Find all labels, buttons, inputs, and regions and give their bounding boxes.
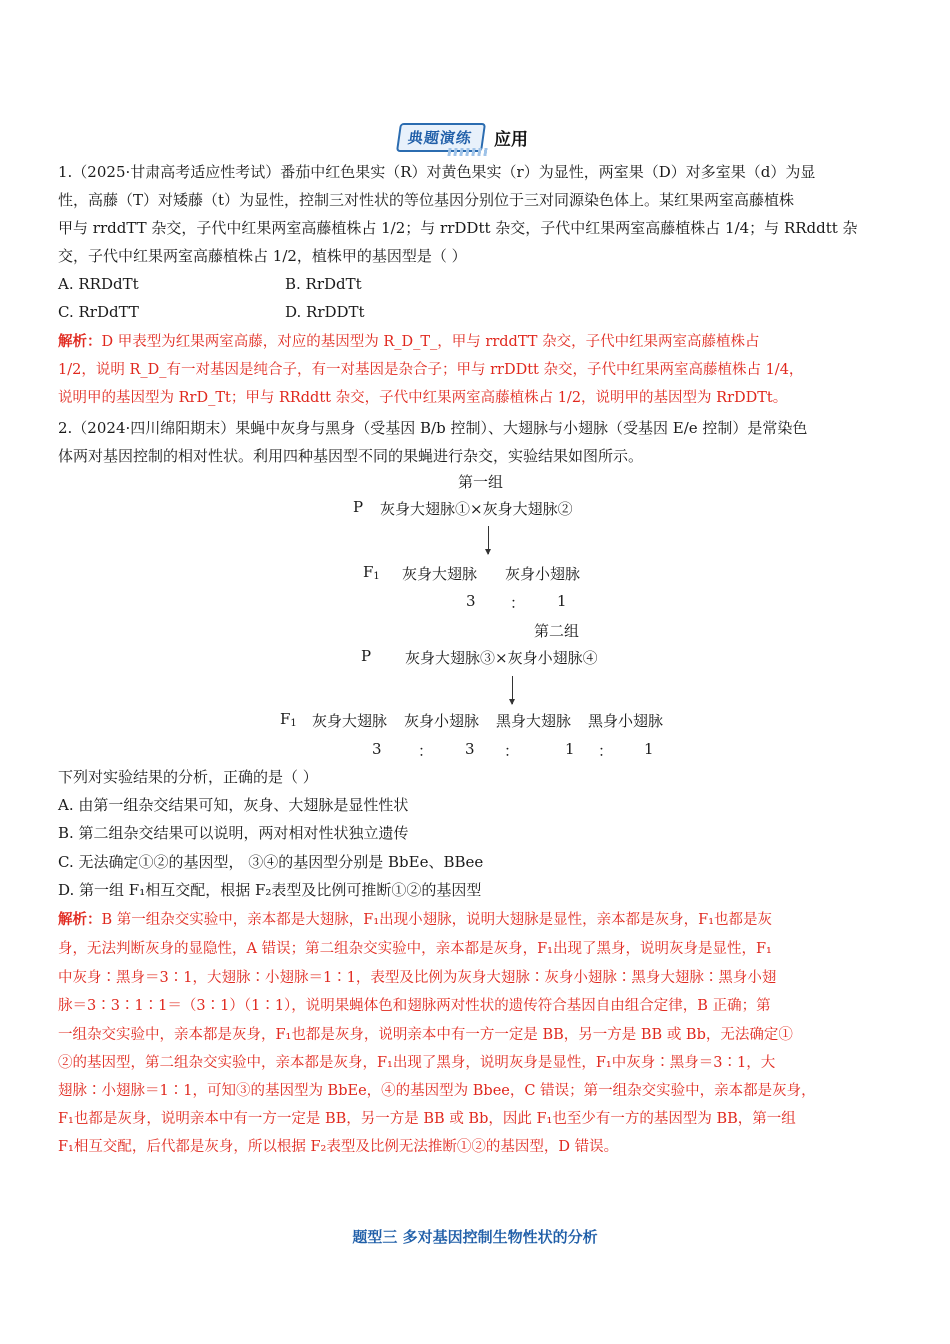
group2-ratio-3: 1 bbox=[565, 740, 575, 758]
q1-option-d: D. RrDDTt bbox=[285, 303, 365, 321]
group1-title: 第一组 bbox=[458, 473, 504, 491]
group2-phenotype-1: 灰身大翅脉 bbox=[312, 712, 388, 730]
group2-title: 第二组 bbox=[534, 622, 580, 640]
group1-f1-letter: F bbox=[363, 563, 374, 581]
q1-option-b: B. RrDdTt bbox=[285, 275, 362, 293]
group1-ratio-2: 1 bbox=[557, 592, 567, 610]
group2-f1-subscript: 1 bbox=[290, 718, 297, 729]
banner-badge-text: 典题演练 bbox=[406, 128, 474, 147]
q2-analysis-line-9: F₁相互交配，后代都是灰身，所以根据 F₂表型及比例无法推断①②的基因型，D 错误。 bbox=[58, 1139, 619, 1155]
q2-analysis-line-8: F₁也都是灰身，说明亲本中有一方一定是 BB，另一方是 BB 或 Bb，因此 F₁也至少有一方的基因型为 BB，第一组 bbox=[58, 1111, 796, 1127]
section-banner bbox=[398, 122, 528, 152]
group1-phenotype-1: 灰身大翅脉 bbox=[402, 565, 478, 583]
group1-ratio-sep: ： bbox=[510, 594, 526, 612]
group1-f1-label bbox=[363, 563, 380, 582]
q2-analysis-label: 解析： bbox=[58, 911, 102, 928]
q2-option-a: A. 由第一组杂交结果可知，灰身、大翅脉是显性性状 bbox=[58, 796, 409, 814]
group2-ratio-1: 3 bbox=[372, 740, 382, 758]
q2-analysis-line-5: 一组杂交实验中，亲本都是灰身，F₁也都是灰身，说明亲本中有一方一定是 BB，另一方是 BB 或 Bb，无法确定① bbox=[58, 1027, 793, 1043]
q1-analysis-line-1 bbox=[58, 328, 760, 356]
q2-option-c: C. 无法确定①②的基因型， ③④的基因型分别是 BbEe、BBee bbox=[58, 853, 484, 871]
group2-phenotype-3: 黑身大翅脉 bbox=[496, 712, 572, 730]
q2-analysis-line-1 bbox=[58, 906, 772, 934]
banner-suffix: 应用 bbox=[494, 129, 529, 150]
q2-line-1: 2.（2024·四川绵阳期末）果蝇中灰身与黑身（受基因 B/b 控制）、大翅脉与小翅脉（受基因 E/e 控制）是常染色 bbox=[58, 419, 808, 437]
q2-analysis-line-2: 身，无法判断灰身的显隐性，A 错误；第二组杂交实验中，亲本都是灰身，F₁出现了黑身，说明灰身是显性，F₁ bbox=[58, 941, 772, 957]
q1-option-a: A. RRDdTt bbox=[58, 275, 139, 293]
q1-line-2: 性，高藤（T）对矮藤（t）为显性，控制三对性状的等位基因分别位于三对同源染色体上。某红果两室高藤植株 bbox=[58, 191, 795, 209]
group2-ratio-sep-3: ： bbox=[598, 742, 614, 760]
group2-phenotype-2: 灰身小翅脉 bbox=[404, 712, 480, 730]
q2-analysis-line-6: ②的基因型，第二组杂交实验中，亲本都是灰身，F₁出现了黑身，说明灰身是显性，F₁中灰身∶黑身＝3∶1，大 bbox=[58, 1055, 776, 1071]
group2-f1-label bbox=[280, 710, 297, 729]
q1-line-3: 甲与 rrddTT 杂交，子代中红果两室高藤植株占 1/2；与 rrDDtt 杂交，子代中红果两室高藤植株占 1/4；与 RRddtt 杂 bbox=[58, 219, 858, 237]
q1-line-1: 1.（2025·甘肃高考适应性考试）番茄中红色果实（R）对黄色果实（r）为显性，两室果（D）对多室果（d）为显 bbox=[58, 163, 816, 181]
group1-p-label: P bbox=[353, 498, 364, 516]
q1-analysis-text-1: D 甲表型为红果两室高藤，对应的基因型为 R_D_T_，甲与 rrddTT 杂交，子代中红果两室高藤植株占 bbox=[101, 334, 760, 350]
group2-arrow bbox=[512, 676, 513, 704]
group2-phenotype-4: 黑身小翅脉 bbox=[588, 712, 664, 730]
q1-analysis-line-2: 1/2，说明 R_D_有一对基因是纯合子，有一对基因是杂合子；甲与 rrDDtt 杂交，子代中红果两室高藤植株占 1/4， bbox=[58, 362, 804, 378]
group2-cross: 灰身大翅脉③×灰身小翅脉④ bbox=[405, 649, 598, 667]
group2-ratio-4: 1 bbox=[644, 740, 654, 758]
group2-p-label: P bbox=[361, 647, 372, 665]
group2-ratio-sep-1: ： bbox=[418, 742, 434, 760]
q2-analysis-line-4: 脉＝3∶3∶1∶1＝（3∶1）（1∶1），说明果蝇体色和翅脉两对性状的遗传符合基因自由组合定律，B 正确；第 bbox=[58, 998, 771, 1014]
q1-analysis-label: 解析： bbox=[58, 333, 102, 350]
group2-ratio-2: 3 bbox=[465, 740, 475, 758]
q2-option-d: D. 第一组 F₁相互交配，根据 F₂表型及比例可推断①②的基因型 bbox=[58, 881, 482, 899]
group2-ratio-sep-2: ： bbox=[504, 742, 520, 760]
group1-cross: 灰身大翅脉①×灰身大翅脉② bbox=[380, 500, 573, 518]
group1-f1-subscript: 1 bbox=[373, 571, 380, 582]
q2-option-b: B. 第二组杂交结果可以说明，两对相对性状独立遗传 bbox=[58, 824, 409, 842]
banner-decoration bbox=[447, 148, 488, 156]
q2-line-2: 体两对基因控制的相对性状。利用四种基因型不同的果蝇进行杂交，实验结果如图所示。 bbox=[58, 447, 644, 465]
group2-f1-letter: F bbox=[280, 710, 291, 728]
group1-arrow bbox=[488, 526, 489, 554]
q2-analysis-line-3: 中灰身∶黑身＝3∶1，大翅脉∶小翅脉＝1∶1，表型及比例为灰身大翅脉∶灰身小翅脉∶黑身大翅脉∶黑身小翅 bbox=[58, 970, 777, 986]
group1-phenotype-2: 灰身小翅脉 bbox=[505, 565, 581, 583]
q2-stem: 下列对实验结果的分析，正确的是（ ） bbox=[58, 768, 318, 786]
section-heading: 题型三 多对基因控制生物性状的分析 bbox=[352, 1228, 598, 1246]
q1-analysis-line-3: 说明甲的基因型为 RrD_Tt；甲与 RRddtt 杂交，子代中红果两室高藤植株占 1/2，说明甲的基因型为 RrDDTt。 bbox=[58, 390, 788, 406]
group1-ratio-1: 3 bbox=[466, 592, 476, 610]
q1-option-c: C. RrDdTT bbox=[58, 303, 139, 321]
q2-analysis-text-1: B 第一组杂交实验中，亲本都是大翅脉，F₁出现小翅脉，说明大翅脉是显性，亲本都是灰身，F₁也都是灰 bbox=[101, 912, 773, 928]
banner-badge bbox=[396, 123, 486, 152]
q2-analysis-line-7: 翅脉∶小翅脉＝1∶1，可知③的基因型为 BbEe，④的基因型为 Bbee，C 错误；第一组杂交实验中，亲本都是灰身， bbox=[58, 1083, 816, 1099]
q1-line-4: 交，子代中红果两室高藤植株占 1/2，植株甲的基因型是（ ） bbox=[58, 247, 467, 265]
